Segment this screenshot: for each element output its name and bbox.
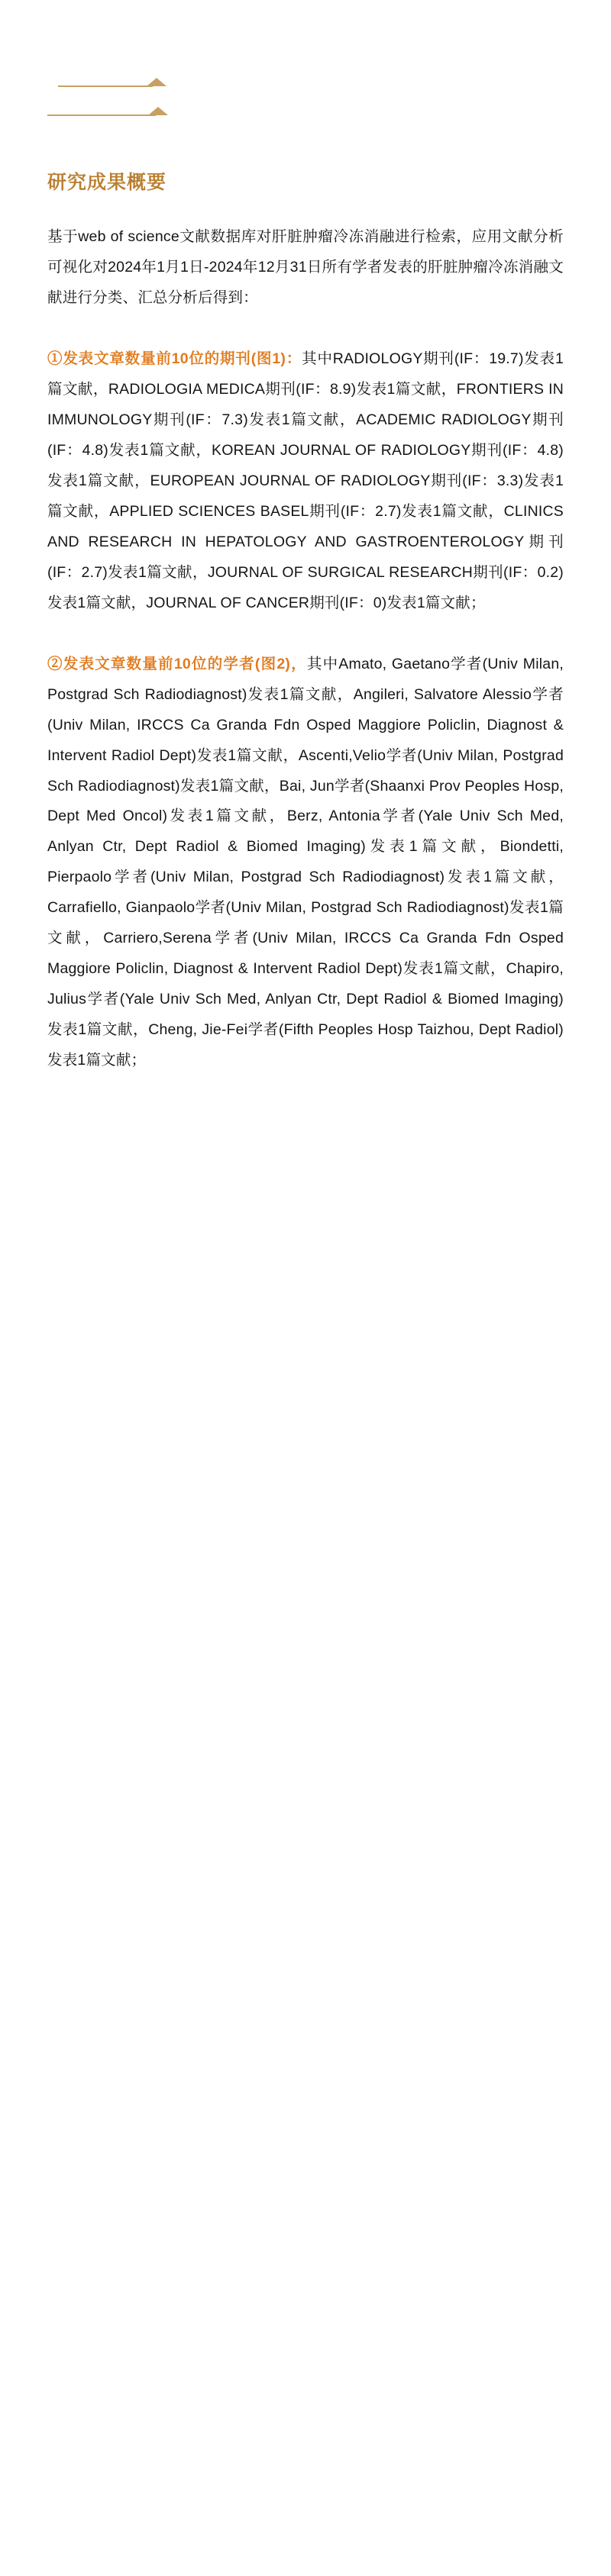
item1-lead: ①发表文章数量前10位的期刊(图1)： xyxy=(47,350,302,367)
arrow-top-line xyxy=(58,85,153,87)
item1-body: 其中RADIOLOGY期刊(IF：19.7)发表1篇文献，RADIOLOGIA MEDICA期刊(IF：8.9)发表1篇文献，FRONTIERS IN IMMUNOLOGY期刊(IF：7.3)发表1篇文献，ACADEMIC RADIOLOGY期刊(IF：4.8)发表1篇文献，KOREAN JOURNAL OF RADIOLOGY期刊(IF：4.8)发表1篇文献，EUROPEAN JOURNAL OF RADIOLOGY期刊(IF：3.3)发表1篇文献，APPLIED SCIENCES BASEL期刊(IF：2.7)发表1篇文献，CLINICS AND RESEARCH IN HEPATOLOGY AND GASTROENTEROLOGY期刊(IF：2.7)发表1篇文献，JOURNAL OF SURGICAL RESEARCH期刊(IF：0.2)发表1篇文献，JOURNAL OF CANCER期刊(IF：0)发表1篇文献； xyxy=(47,350,564,611)
page-title: 研究成果概要 xyxy=(47,172,167,193)
arrow-top-head-icon xyxy=(147,78,166,86)
bottom-spacer xyxy=(47,1107,564,1198)
arrow-bottom-line xyxy=(47,114,156,116)
item2-paragraph xyxy=(47,650,564,1077)
intro-paragraph: 基于web of science文献数据库对肝脏肿瘤冷冻消融进行检索，应用文献分析可视化对2024年1月1日-2024年12月31日所有学者发表的肝脏肿瘤冷冻消融文献进行分类、汇总分析后得到： xyxy=(47,228,564,306)
arrow-bottom-head-icon xyxy=(148,107,168,115)
item2-lead: ②发表文章数量前10位的学者(图2)， xyxy=(47,655,307,672)
arrow-top xyxy=(47,70,564,102)
item2-body: 其中Amato, Gaetano学者(Univ Milan, Postgrad Sch Radiodiagnost)发表1篇文献，Angileri, Salvatore Alessio学者(Univ Milan, IRCCS Ca Granda Fdn Osped Maggiore Policlin, Diagnost & Intervent Radiol Dept)发表1篇文献，Ascenti,Velio学者(Univ Milan, Postgrad Sch Radiodiagnost)发表1篇文献，Bai, Jun学者(Shaanxi Prov Peoples Hosp, Dept Med Oncol)发表1篇文献，Berz, Antonia学者(Yale Univ Sch Med, Anlyan Ctr, Dept Radiol & Biomed Imaging)发表1篇文献，Biondetti, Pierpaolo学者(Univ Milan, Postgrad Sch Radiodiagnost)发表1篇文献，Carrafiello, Gianpaolo学者(Univ Milan, Postgrad Sch Radiodiagnost)发表1篇文献，Carriero,Serena学者(Univ Milan, IRCCS Ca Granda Fdn Osped Maggiore Policlin, Diagnost & Intervent Radiol Dept)发表1篇文献，Chapiro, Julius学者(Yale Univ Sch Med, Anlyan Ctr, Dept Radiol & Biomed Imaging)发表1篇文献，Cheng, Jie-Fei学者(Fifth Peoples Hosp Taizhou, Dept Radiol)发表1篇文献； xyxy=(47,655,564,1069)
decorative-arrows xyxy=(47,0,564,139)
item1-paragraph xyxy=(47,344,564,619)
arrow-bottom xyxy=(47,99,564,131)
